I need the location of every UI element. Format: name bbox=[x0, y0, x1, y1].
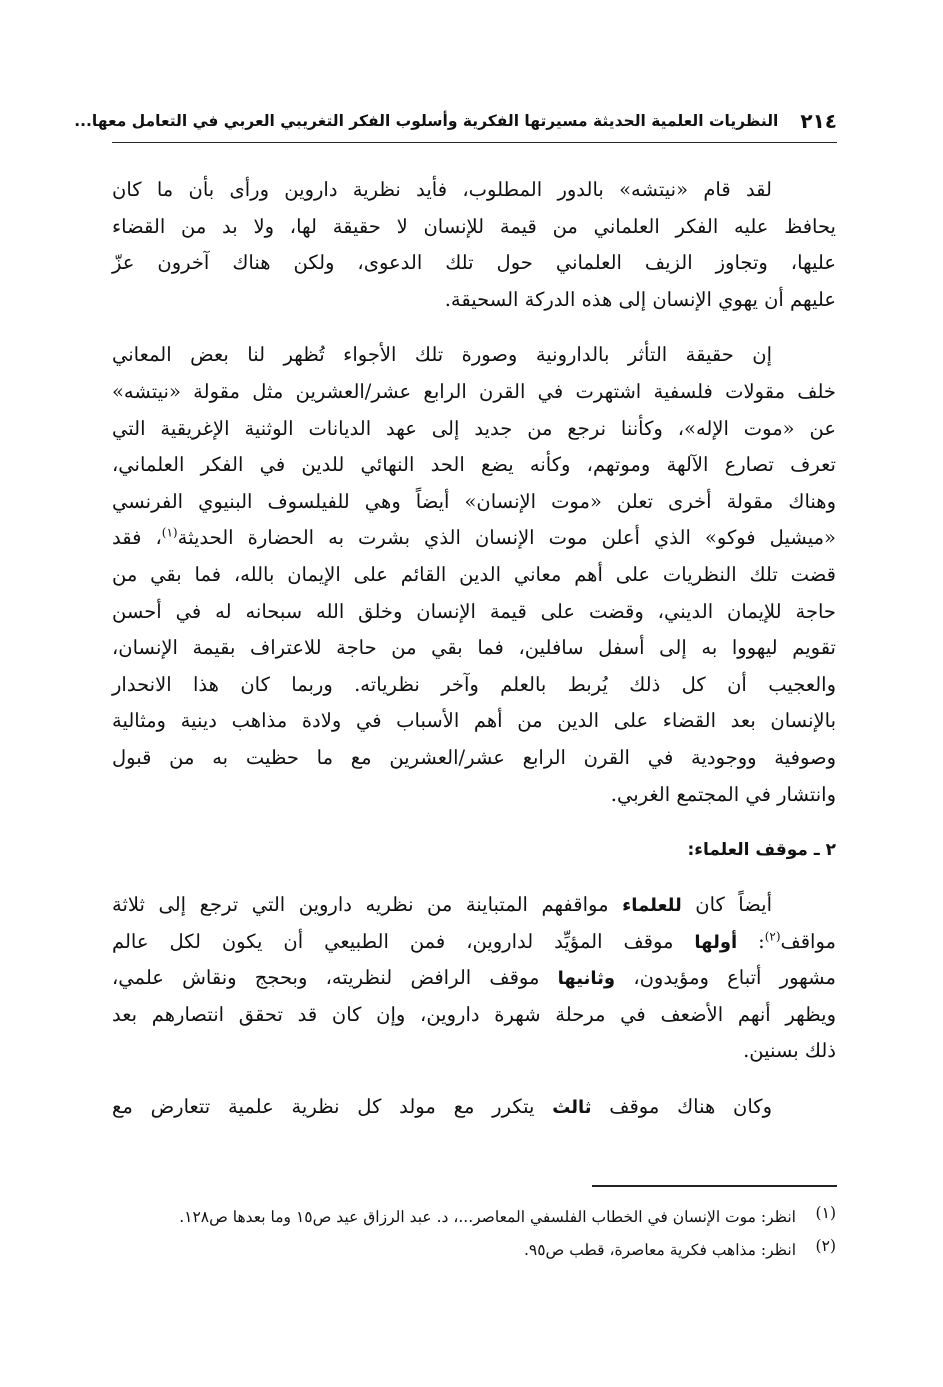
paragraph bbox=[112, 337, 836, 813]
paragraph bbox=[112, 887, 836, 1070]
text-run: موقف الرافض لنظريته، وبحجج ونقاش علمي، bbox=[112, 966, 558, 990]
running-header bbox=[74, 108, 837, 134]
text-line bbox=[112, 374, 836, 411]
text-line bbox=[112, 245, 836, 282]
paragraph-gap bbox=[112, 318, 836, 337]
text-run: وانتشار في المجتمع الغربي. bbox=[610, 782, 836, 806]
text-line bbox=[112, 997, 836, 1034]
footnote bbox=[112, 1237, 836, 1264]
text-line bbox=[112, 740, 836, 777]
text-line bbox=[112, 924, 836, 961]
text-line bbox=[112, 172, 836, 209]
text-line bbox=[112, 1033, 836, 1070]
text-run: موقف المؤيِّد لداروين، فمن الطبيعي أن يكون لكل عالم bbox=[112, 929, 695, 953]
text-run: أيضاً كان bbox=[681, 893, 773, 917]
text-run: عليها، وتجاوز الزيف العلماني حول تلك الدعوى، ولكن هناك آخرون عزّ bbox=[112, 251, 836, 275]
bold-term: وثانيها bbox=[557, 968, 616, 990]
footnotes bbox=[112, 1204, 836, 1270]
text-run: ويظهر أنهم الأضعف في مرحلة شهرة داروين، وإن كان قد تحقق انتصارهم بعد bbox=[112, 1002, 836, 1026]
footnote bbox=[112, 1204, 836, 1231]
text-line bbox=[112, 411, 836, 448]
text-line bbox=[112, 887, 836, 924]
text-run: تقويم ليهووا به إلى أسفل سافلين، فما بقي من حاجة للاعتراف بقيمة الإنسان، bbox=[112, 636, 836, 660]
text-line bbox=[112, 484, 836, 521]
text-line bbox=[112, 703, 836, 740]
text-run: يتكرر مع مولد كل نظرية علمية تتعارض مع bbox=[112, 1095, 553, 1119]
text-run: مواقف bbox=[780, 929, 836, 953]
text-run: والعجيب أن كل ذلك يُربط بالعلم وآخر نظرياته. وربما كان هذا الانحدار bbox=[112, 672, 836, 696]
footnote-text: انظر: مذاهب فكرية معاصرة، قطب ص٩٥. bbox=[523, 1241, 796, 1259]
page-body bbox=[112, 172, 836, 1126]
text-run: قضت تلك النظريات على أهم معاني الدين القائم على الإيمان بالله، فما بقي من bbox=[112, 562, 836, 586]
text-line bbox=[112, 777, 836, 814]
bold-term: للعلماء bbox=[622, 895, 682, 917]
text-run: «ميشيل فوكو» الذي أعلن موت الإنسان الذي بشرت به الحضارة الحديثة bbox=[177, 526, 836, 550]
text-line bbox=[112, 282, 836, 319]
paragraph bbox=[112, 1089, 836, 1126]
text-line bbox=[112, 520, 836, 557]
page-number: ٢١٤ bbox=[800, 109, 837, 133]
text-line bbox=[112, 630, 836, 667]
text-run: مواقفهم المتباينة من نظريه داروين التي ترجع إلى ثلاثة bbox=[112, 893, 623, 917]
text-line bbox=[112, 1089, 836, 1126]
footnote-rule bbox=[592, 1185, 837, 1187]
footnote-number: (٢) bbox=[815, 1237, 836, 1255]
paragraph-gap bbox=[112, 868, 836, 887]
text-run: عن «موت الإله»، وكأننا نرجع من جديد إلى عهد الديانات الوثنية الإغريقية التي bbox=[112, 416, 836, 440]
text-run: تعرف تصارع الآلهة وموتهم، وكأنه يضع الحد النهائي للدين في الفكر العلماني، bbox=[112, 453, 836, 477]
footnote-text: انظر: موت الإنسان في الخطاب الفلسفي المعاصر...، د. عبد الرزاق عيد ص١٥ وما بعدها ص١٢٨. bbox=[179, 1208, 796, 1226]
text-line bbox=[112, 594, 836, 631]
section-heading: ٢ ـ موقف العلماء: bbox=[687, 840, 836, 861]
text-run: إن حقيقة التأثر بالدارونية وصورة تلك الأجواء تُظهر لنا بعض المعاني bbox=[112, 343, 772, 367]
text-run: عليهم أن يهوي الإنسان إلى هذه الدركة السحيقة. bbox=[444, 287, 836, 311]
text-run: حاجة للإيمان الديني، وقضت على قيمة الإنسان وخلق الله سبحانه له في أحسن bbox=[112, 599, 836, 623]
text-run: خلف مقولات فلسفية اشتهرت في القرن الرابع عشر/العشرين مثل مقولة «نيتشه» bbox=[112, 379, 836, 403]
text-run: وكان هناك موقف bbox=[591, 1095, 772, 1119]
paragraph-gap bbox=[112, 813, 836, 832]
bold-term: أولها bbox=[694, 931, 738, 953]
text-line bbox=[112, 209, 836, 246]
paragraph-gap bbox=[112, 1070, 836, 1089]
footnote-number: (١) bbox=[815, 1204, 836, 1222]
footnote-ref[interactable]: (١) bbox=[161, 525, 178, 540]
text-line bbox=[112, 337, 836, 374]
text-run: مشهور أتباع ومؤيدون، bbox=[615, 966, 836, 990]
paragraph bbox=[112, 172, 836, 318]
text-run: لقد قام «نيتشه» بالدور المطلوب، فأيد نظرية داروين ورأى بأن ما كان bbox=[112, 178, 772, 201]
text-line bbox=[112, 447, 836, 484]
text-run: وهناك مقولة أخرى تعلن «موت الإنسان» أيضاً وهي للفيلسوف البنيوي الفرنسي bbox=[112, 489, 836, 513]
header-rule bbox=[112, 142, 837, 143]
footnote-ref[interactable]: (٢) bbox=[764, 929, 781, 944]
text-run: وصوفية ووجودية في القرن الرابع عشر/العشرين مع ما حظيت به من قبول bbox=[112, 745, 836, 769]
text-run: يحافظ عليه الفكر العلماني من قيمة للإنسان لا حقيقة لها، ولا بد من القضاء bbox=[112, 214, 836, 238]
text-run: : bbox=[737, 929, 765, 953]
text-run: بالإنسان بعد القضاء على الدين من أهم الأسباب في ولادة مذاهب دينية ومثالية bbox=[112, 709, 836, 733]
text-line bbox=[112, 960, 836, 997]
running-title: النظريات العلمية الحديثة مسيرتها الفكرية وأسلوب الفكر التغريبي العربي في التعامل معها... bbox=[74, 112, 779, 130]
text-line bbox=[112, 667, 836, 704]
bold-term: ثالث bbox=[552, 1097, 592, 1119]
text-run: ، فقد bbox=[112, 526, 162, 550]
text-line bbox=[112, 557, 836, 594]
text-run: ذلك بسنين. bbox=[743, 1039, 836, 1063]
